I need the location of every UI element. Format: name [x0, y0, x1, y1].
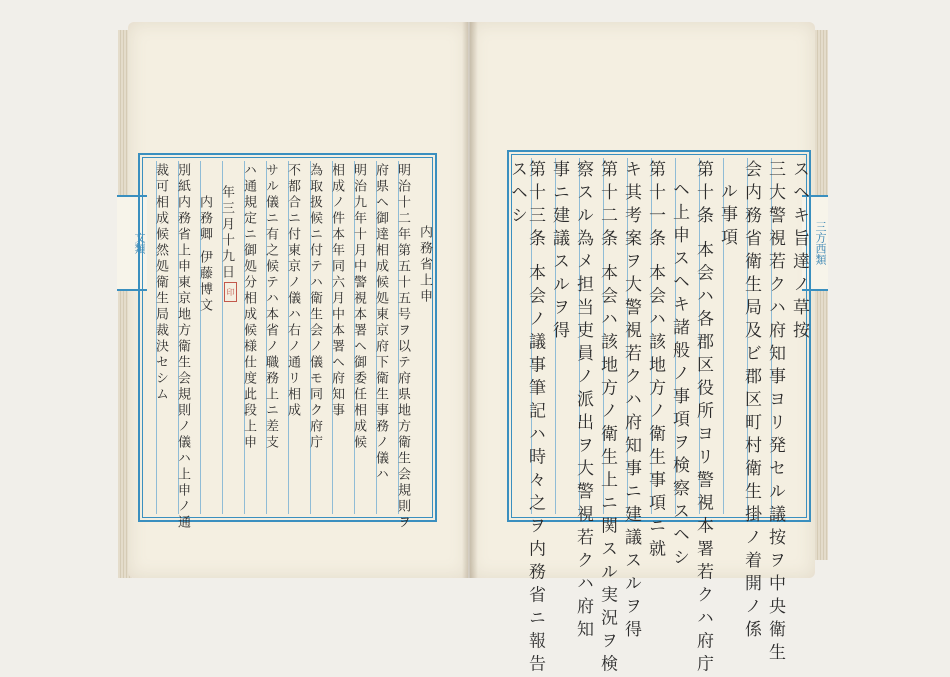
left-column-13: 裁可相成候然処衛生局裁決セシム: [153, 163, 168, 403]
right-column-6: ヘ上申スヘキ諸般ノ事項ヲ検察スヘシ: [669, 180, 689, 571]
right-column-11: 事ニ建議スルヲ得: [549, 160, 569, 344]
right-text-frame: [507, 150, 811, 677]
left-column-4: 明治九年十月中警視本署ヘ御委任相成候: [351, 163, 366, 451]
book-gutter: [462, 22, 478, 578]
right-column-2: 三大警視若クハ府知事ヨリ発セル議按ヲ中央衛生: [765, 160, 785, 666]
right-column-5: 第十条 本会ハ各郡区役所ヨリ警視本署若クハ府庁: [693, 160, 713, 677]
left-text-frame: [138, 153, 437, 531]
left-fore-edge-label: 文類: [117, 195, 147, 291]
red-seal-stamp: 印: [224, 282, 237, 302]
left-column-5: 相成ノ件本年同六月中本署ヘ府知事: [329, 163, 344, 419]
left-column-12: 別紙内務省上申東京地方衛生会規則ノ儀ハ上申ノ通: [175, 163, 190, 531]
left-column-11: 内務卿 伊藤博文: [197, 195, 212, 315]
right-column-8: キ其考案ヲ大警視若クハ府知事ニ建議スルヲ得: [621, 160, 641, 643]
right-column-13: スヘシ: [507, 160, 527, 229]
right-fore-edge-label: 三方西類: [802, 195, 828, 291]
right-column-12: 第十三条 本会ノ議事筆記ハ時々之ヲ内務省ニ報告: [525, 160, 545, 677]
left-column-8: サル儀ニ有之候テハ本省ノ職務上ニ差支: [263, 163, 278, 451]
left-column-7: 不都合ニ付東京ノ儀ハ右ノ通リ相成: [285, 163, 300, 419]
left-column-3: 府県ヘ御達相成候処東京府下衛生事務ノ儀ハ: [373, 163, 388, 483]
right-column-4: ル事項: [717, 182, 737, 251]
right-column-1: スヘキ旨達ノ草按: [789, 160, 809, 344]
right-column-3: 会内務省衛生局及ビ郡区町村衛生掛ノ着開ノ係: [741, 160, 761, 643]
left-column-2: 明治十二年第五十五号ヲ以テ府県地方衛生会規則ヲ: [395, 163, 410, 531]
left-column-1: 内務省上申: [417, 225, 432, 305]
right-column-9: 第十二条 本会ハ該地方ノ衛生上ニ関スル実況ヲ検: [597, 160, 617, 677]
right-column-7: 第十一条 本会ハ該地方ノ衛生事項ニ就: [645, 160, 665, 563]
right-column-10: 察スル為メ担当吏員ノ派出ヲ大警視若クハ府知: [573, 160, 593, 643]
left-column-9: ハ通規定ニ御処分相成候様仕度此段上申: [241, 163, 256, 451]
left-column-10: 年三月十九日: [219, 185, 234, 281]
left-column-6: 為取扱候ニ付テハ衛生会ノ儀モ同ク府庁: [307, 163, 322, 451]
